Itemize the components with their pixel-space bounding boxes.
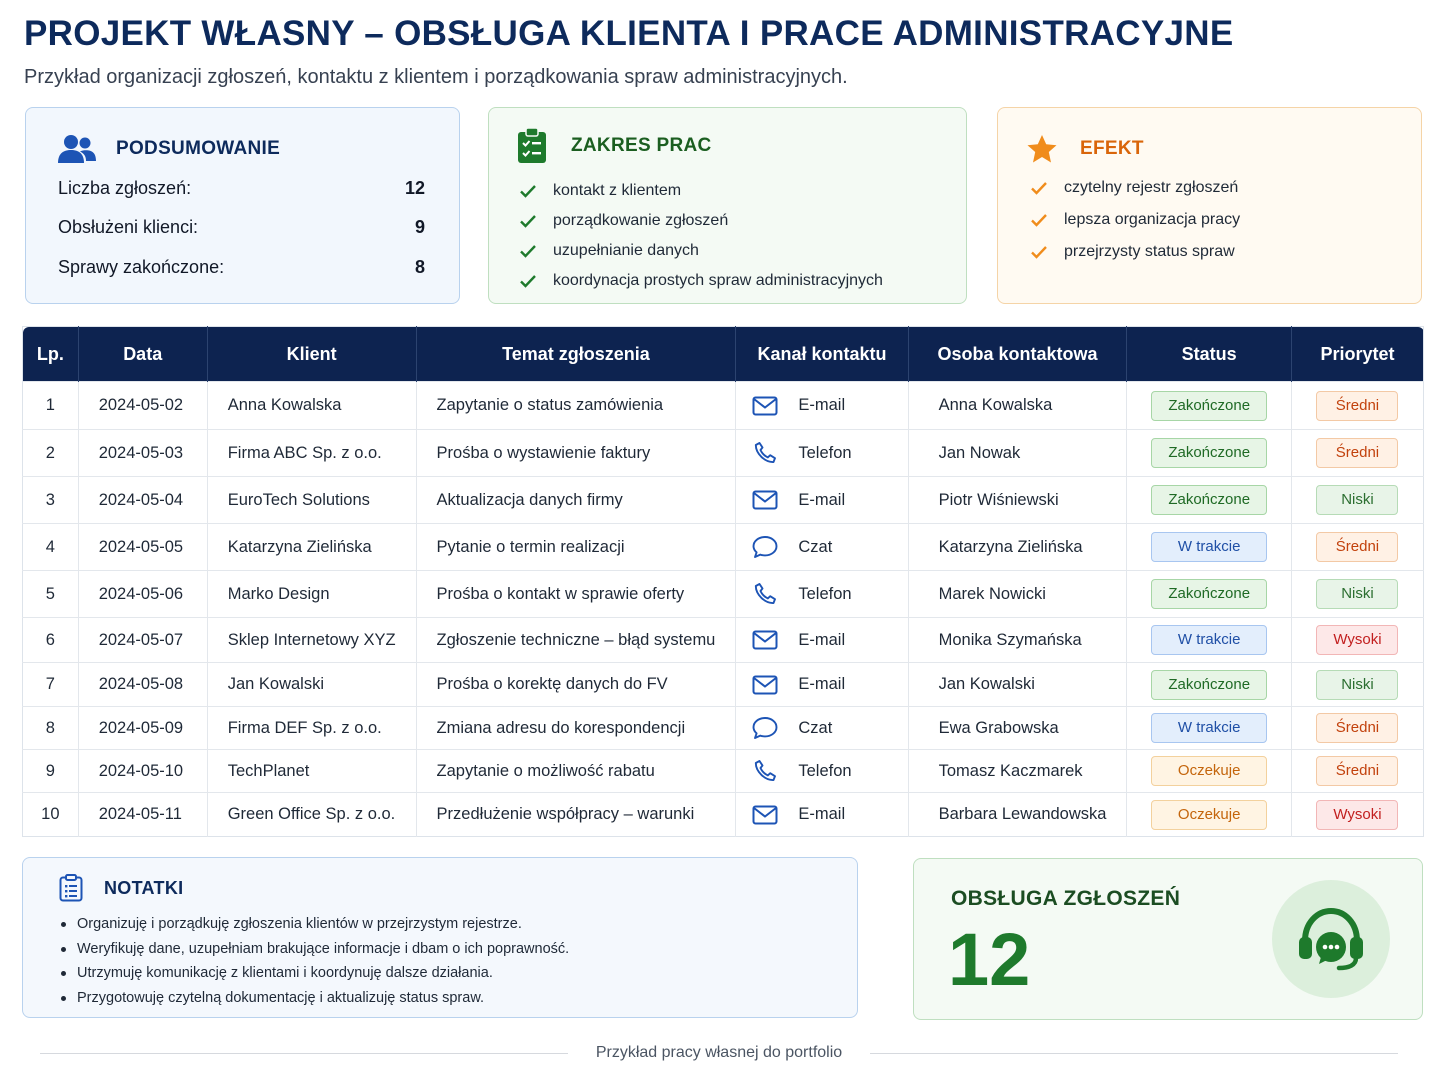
cell-contact: Marek Nowicki [908,571,1127,618]
mail-icon [752,628,778,652]
priority-badge: Wysoki [1316,800,1398,830]
cell-client: Sklep Internetowy XYZ [207,618,416,663]
table-row[interactable] [23,571,1424,618]
channel-label: Telefon [798,443,852,462]
channel-label: E-mail [798,805,846,823]
cell-priority [1291,382,1423,430]
cell-lp: 6 [23,618,79,663]
status-badge: Zakończone [1151,579,1267,609]
cell-date: 2024-05-09 [78,707,207,750]
cell-channel [736,382,908,430]
status-badge: Zakończone [1151,485,1267,515]
cell-lp: 3 [23,477,79,524]
note-item: Utrzymuję komunikację z klientami i koordynuję dalsze działania. [61,961,569,986]
summary-row [58,217,425,238]
list-item [1030,204,1240,236]
phone-icon [752,441,778,465]
scope-card [488,107,967,304]
summary-card [25,107,460,304]
cell-status [1127,750,1291,793]
cell-contact: Anna Kowalska [908,382,1127,430]
cell-client: Jan Kowalski [207,663,416,707]
phone-icon [752,582,778,606]
scope-list [519,176,883,296]
cell-date: 2024-05-10 [78,750,207,793]
scope-item: kontakt z klientem [553,182,682,199]
scope-item: porządkowanie zgłoszeń [553,212,729,229]
scope-item: koordynacja prostych spraw administracyjnych [553,272,883,289]
cell-date: 2024-05-08 [78,663,207,707]
column-header[interactable]: Data [78,327,207,382]
cell-client: TechPlanet [207,750,416,793]
footer-divider [870,1053,1398,1054]
cell-topic: Przedłużenie współpracy – warunki [416,793,736,837]
cell-date: 2024-05-03 [78,430,207,477]
effect-list [1030,172,1240,268]
cell-channel [736,571,908,618]
cell-contact: Tomasz Kaczmarek [908,750,1127,793]
priority-badge: Wysoki [1316,625,1398,655]
cell-topic: Zgłoszenie techniczne – błąd systemu [416,618,736,663]
cell-date: 2024-05-04 [78,477,207,524]
summary-value: 9 [414,217,425,237]
cell-topic: Prośba o wystawienie faktury [416,430,736,477]
cell-lp: 5 [23,571,79,618]
status-badge: Oczekuje [1151,800,1267,830]
footer [40,1044,1398,1062]
channel-label: Telefon [798,761,852,780]
table-row[interactable] [23,618,1424,663]
cell-channel [736,430,908,477]
cell-topic: Prośba o korektę danych do FV [416,663,736,707]
cell-status [1127,618,1291,663]
cell-channel [736,663,908,707]
table-row[interactable] [23,477,1424,524]
list-item [519,206,883,236]
headset-icon [1272,880,1390,998]
mail-icon [752,673,778,697]
star-icon [1026,134,1058,164]
cell-date: 2024-05-05 [78,524,207,571]
priority-badge: Średni [1316,756,1398,786]
column-header[interactable]: Status [1127,327,1291,382]
list-item [519,176,883,206]
cell-contact: Katarzyna Zielińska [908,524,1127,571]
check-icon [519,272,537,290]
note-item: Przygotowuję czytelną dokumentację i aktualizuję status spraw. [61,986,569,1011]
column-header[interactable]: Klient [207,327,416,382]
cell-channel [736,793,908,837]
check-icon [519,182,537,200]
cell-status [1127,382,1291,430]
cell-priority [1291,430,1423,477]
cell-date: 2024-05-07 [78,618,207,663]
summary-label: Sprawy zakończone: [58,257,225,277]
status-badge: W trakcie [1151,713,1267,743]
footer-divider [40,1053,568,1054]
cell-priority [1291,571,1423,618]
cell-channel [736,618,908,663]
status-badge: W trakcie [1151,625,1267,655]
cell-topic: Aktualizacja danych firmy [416,477,736,524]
summary-label: Liczba zgłoszeń: [58,178,192,198]
cell-client: Marko Design [207,571,416,618]
table-row[interactable] [23,430,1424,477]
priority-badge: Średni [1316,438,1398,468]
cell-client: Anna Kowalska [207,382,416,430]
priority-badge: Średni [1316,713,1398,743]
cell-contact: Jan Nowak [908,430,1127,477]
channel-label: E-mail [798,490,846,509]
status-badge: Zakończone [1151,438,1267,468]
notes-list [61,912,569,1010]
cell-client: Katarzyna Zielińska [207,524,416,571]
check-icon [519,212,537,230]
cell-priority [1291,477,1423,524]
ticket-counter-card [913,858,1423,1020]
channel-label: E-mail [798,396,846,414]
chat-icon [752,535,778,559]
channel-label: Czat [798,537,833,556]
summary-value: 12 [404,178,425,198]
cell-date: 2024-05-11 [78,793,207,837]
cell-lp: 1 [23,382,79,430]
cell-topic: Pytanie o termin realizacji [416,524,736,571]
cell-topic: Zapytanie o status zamówienia [416,382,736,430]
mail-icon [752,488,778,512]
priority-badge: Średni [1316,532,1398,562]
scope-title: ZAKRES PRAC [571,135,712,156]
cell-lp: 10 [23,793,79,837]
cell-status [1127,571,1291,618]
cell-lp: 8 [23,707,79,750]
cell-client: Green Office Sp. z o.o. [207,793,416,837]
counter-value: 12 [948,918,1031,1001]
channel-label: Telefon [798,584,852,603]
cell-client: Firma ABC Sp. z o.o. [207,430,416,477]
priority-badge: Niski [1316,485,1398,515]
footer-text: Przykład pracy własnej do portfolio [595,1044,843,1061]
cell-channel [736,750,908,793]
cell-lp: 9 [23,750,79,793]
cell-channel [736,707,908,750]
cell-priority [1291,524,1423,571]
cell-status [1127,663,1291,707]
mail-icon [752,394,778,418]
table-row[interactable] [23,524,1424,571]
cell-contact: Piotr Wiśniewski [908,477,1127,524]
table-row[interactable] [23,793,1424,837]
cell-channel [736,477,908,524]
channel-label: E-mail [798,630,846,649]
effect-card [997,107,1422,304]
column-header[interactable]: Temat zgłoszenia [416,327,736,382]
notes-icon [59,874,83,902]
cell-status [1127,793,1291,837]
list-item [1030,172,1240,204]
cell-channel [736,524,908,571]
summary-label: Obsłużeni klienci: [58,217,199,237]
cell-priority [1291,793,1423,837]
table-row[interactable] [23,750,1424,793]
status-badge: Zakończone [1151,670,1267,700]
page-title: PROJEKT WŁASNY – OBSŁUGA KLIENTA I PRACE ADMINISTRACYJNE [24,14,1234,53]
column-header[interactable]: Osoba kontaktowa [908,327,1127,382]
table-row[interactable] [23,663,1424,707]
status-badge: W trakcie [1151,532,1267,562]
cell-status [1127,524,1291,571]
check-icon [1030,211,1048,229]
note-item: Weryfikuję dane, uzupełniam brakujące informacje i dbam o ich poprawność. [61,937,569,962]
priority-badge: Niski [1316,670,1398,700]
list-item [519,266,883,296]
scope-item: uzupełnianie danych [553,242,699,259]
column-header[interactable]: Lp. [23,327,79,382]
cell-status [1127,477,1291,524]
effect-item: czytelny rejestr zgłoszeń [1064,179,1239,196]
priority-badge: Średni [1316,391,1398,421]
channel-label: E-mail [798,675,846,693]
check-icon [1030,179,1048,197]
cell-topic: Zapytanie o możliwość rabatu [416,750,736,793]
summary-row [58,178,425,199]
notes-card [22,857,858,1018]
users-icon [58,134,96,164]
chat-icon [752,716,778,740]
cell-topic: Zmiana adresu do korespondencji [416,707,736,750]
cell-date: 2024-05-06 [78,571,207,618]
cell-lp: 4 [23,524,79,571]
cell-status [1127,430,1291,477]
column-header[interactable]: Kanał kontaktu [736,327,908,382]
summary-title: PODSUMOWANIE [116,138,281,159]
list-item [1030,236,1240,268]
counter-title: OBSŁUGA ZGŁOSZEŃ [951,887,1181,910]
status-badge: Zakończone [1151,391,1267,421]
table-row[interactable] [23,382,1424,430]
cell-client: EuroTech Solutions [207,477,416,524]
note-item: Organizuję i porządkuję zgłoszenia klientów w przejrzystym rejestrze. [61,912,569,937]
cell-contact: Ewa Grabowska [908,707,1127,750]
page-subtitle: Przykład organizacji zgłoszeń, kontaktu z klientem i porządkowania spraw administracyjnych. [24,66,848,88]
cell-priority [1291,663,1423,707]
check-icon [1030,243,1048,261]
effect-title: EFEKT [1080,138,1144,159]
table-header-row [23,327,1424,382]
cell-topic: Prośba o kontakt w sprawie oferty [416,571,736,618]
mail-icon [752,803,778,827]
status-badge: Oczekuje [1151,756,1267,786]
notes-title: NOTATKI [104,877,184,898]
cell-priority [1291,618,1423,663]
clipboard-check-icon [517,128,547,164]
list-item [519,236,883,266]
cell-contact: Barbara Lewandowska [908,793,1127,837]
cell-contact: Jan Kowalski [908,663,1127,707]
summary-row [58,257,425,278]
check-icon [519,242,537,260]
table-row[interactable] [23,707,1424,750]
cell-status [1127,707,1291,750]
effect-item: przejrzysty status spraw [1064,243,1235,260]
cell-lp: 7 [23,663,79,707]
effect-item: lepsza organizacja pracy [1064,211,1241,228]
cell-client: Firma DEF Sp. z o.o. [207,707,416,750]
priority-badge: Niski [1316,579,1398,609]
summary-value: 8 [414,257,425,277]
column-header[interactable]: Priorytet [1291,327,1423,382]
channel-label: Czat [798,718,833,737]
cell-lp: 2 [23,430,79,477]
phone-icon [752,759,778,783]
cell-priority [1291,750,1423,793]
cell-date: 2024-05-02 [78,382,207,430]
tickets-table [22,326,1424,837]
cell-contact: Monika Szymańska [908,618,1127,663]
cell-priority [1291,707,1423,750]
